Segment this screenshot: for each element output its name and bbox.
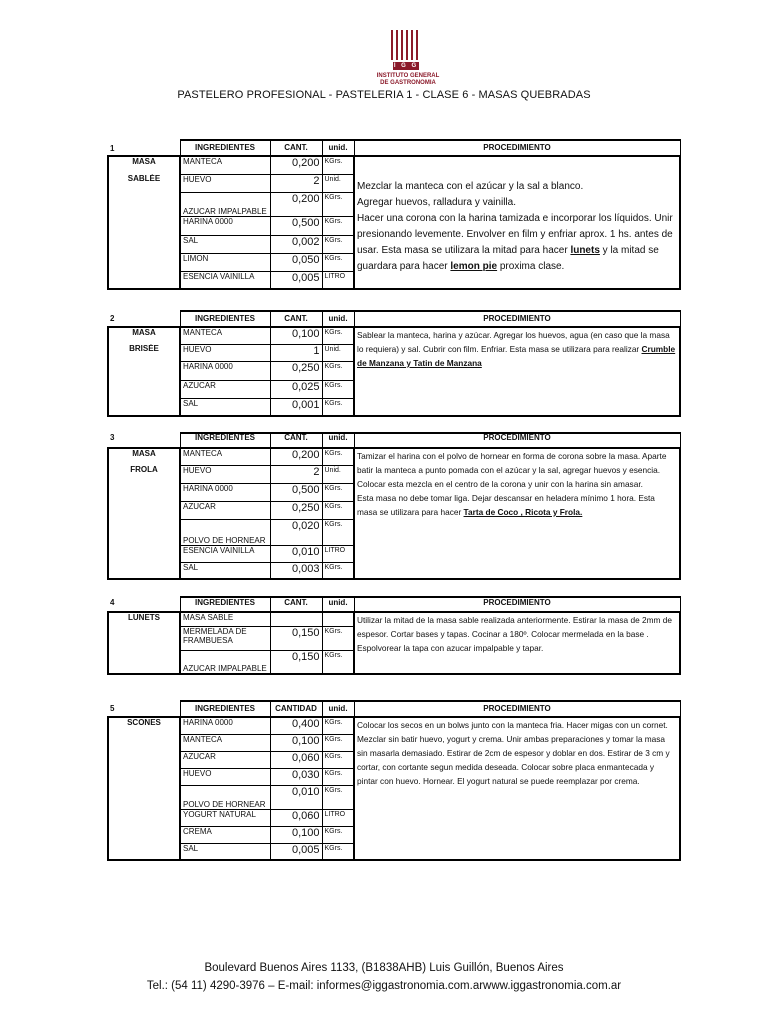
ingredient-name: AZUCAR — [180, 501, 270, 519]
ingredient-name: MASA SABLE — [180, 612, 270, 626]
qty-header: CANT. — [270, 597, 322, 612]
ingredient-name: SAL — [180, 235, 270, 253]
ingredient-unit: KGrs. — [322, 216, 354, 235]
ingredient-name: YOGURT NATURAL — [180, 809, 270, 826]
procedure-header: PROCEDIMIENTO — [354, 701, 680, 717]
qty-header: CANT. — [270, 433, 322, 448]
recipe-label-line1: SCONES — [108, 717, 180, 734]
logo-bars-icon — [391, 30, 419, 60]
ingredient-name: MANTECA — [180, 327, 270, 344]
lemon-pie-link-text: lemon pie — [450, 261, 498, 272]
qty-header: CANTIDAD — [270, 701, 322, 717]
ingredient-name: MANTECA — [180, 156, 270, 174]
ingredient-name: LIMON — [180, 253, 270, 271]
ingredient-unit: Unid. — [322, 344, 354, 361]
ingredient-qty: 0,020 — [270, 519, 322, 545]
ingredient-unit: KGrs. — [322, 235, 354, 253]
recipe-label-line2: SABLÉE — [108, 174, 180, 192]
procedure-text: Tamizar el harina con el polvo de hornear en forma de corona sobre la masa. Aparte batir la manteca a punto pomada con el azúcar y la sal, agregar huevos y esencia. Colocar esta mezcla en el centro de la corona y unir con la harina sin amasar. Esta masa no debe tomar liga. Dejar descansar en heladera mínimo 1 hora. Esta masa se utilizara para hacer Tarta de Coco , Ricota y Frola. — [354, 448, 680, 579]
logo-mark: I G G — [393, 63, 419, 69]
recipe-number: 3 — [110, 433, 115, 442]
ingredient-qty: 0,010 — [270, 785, 322, 809]
ingredient-name: HUEVO — [180, 768, 270, 785]
ingredient-unit: LITRO — [322, 545, 354, 562]
ingredient-name: HARINA 0000 — [180, 483, 270, 501]
procedure-header: PROCEDIMIENTO — [354, 433, 680, 448]
recipe-label-line1: MASA — [108, 448, 180, 465]
lunets-link-text: lunets — [570, 245, 600, 256]
ingredients-header: INGREDIENTES — [180, 701, 270, 717]
ingredient-name: ESENCIA VAINILLA — [180, 271, 270, 289]
ingredient-qty: 0,200 — [270, 156, 322, 174]
ingredient-name: POLVO DE HORNEAR — [180, 519, 270, 545]
procedure-header: PROCEDIMIENTO — [354, 311, 680, 327]
ingredient-unit: KGrs. — [322, 398, 354, 416]
ingredient-unit: KGrs. — [322, 751, 354, 768]
ingredient-qty: 0,100 — [270, 826, 322, 843]
ingredient-qty: 0,050 — [270, 253, 322, 271]
ingredient-unit: KGrs. — [322, 156, 354, 174]
ingredient-qty: 0,003 — [270, 562, 322, 579]
institute-logo — [363, 26, 453, 88]
ingredient-qty: 0,005 — [270, 843, 322, 860]
ingredient-unit: KGrs. — [322, 483, 354, 501]
ingredient-name: AZUCAR — [180, 751, 270, 768]
ingredient-qty: 0,025 — [270, 380, 322, 398]
ingredients-header: INGREDIENTES — [180, 433, 270, 448]
ingredient-unit: KGrs. — [322, 562, 354, 579]
ingredient-qty: 0,400 — [270, 717, 322, 734]
ingredients-header: INGREDIENTES — [180, 597, 270, 612]
recipe-table-scones — [107, 700, 681, 861]
recipe-label-line1: MASA — [108, 327, 180, 344]
recipe-label-line2: FROLA — [108, 465, 180, 483]
ingredient-qty: 0,250 — [270, 501, 322, 519]
recipe-number: 2 — [110, 314, 115, 323]
ingredient-unit: KGrs. — [322, 785, 354, 809]
ingredient-qty: 2 — [270, 465, 322, 483]
ingredient-qty: 0,060 — [270, 751, 322, 768]
procedure-text: Colocar los secos en un bolws junto con la manteca fria. Hacer migas con un cornet. Mezclar sin batir huevo, yogurt y crema. Unir ambas preparaciones y tomar la masa sin masarla demasiado. Estirar de 2cm de espesor y doblar en dos. Estirar de 3 cm y cortar, con cortante segun medida deseada. Colocar sobre placa enmantecada y pintar con huevo. Hornear. El yogurt natural se puede reemplazar por crema. — [354, 717, 680, 860]
recipe-label-line1: LUNETS — [108, 612, 180, 626]
ingredient-name: MANTECA — [180, 734, 270, 751]
ingredient-qty: 0,002 — [270, 235, 322, 253]
ingredient-unit: KGrs. — [322, 448, 354, 465]
ingredient-qty: 0,010 — [270, 545, 322, 562]
tarta-link-text: Tarta de Coco , Ricota y Frola. — [463, 507, 583, 517]
ingredient-unit: LITRO — [322, 271, 354, 289]
ingredient-name: MANTECA — [180, 448, 270, 465]
ingredient-qty: 0,005 — [270, 271, 322, 289]
ingredients-header: INGREDIENTES — [180, 140, 270, 156]
recipe-number: 5 — [110, 704, 115, 713]
ingredient-unit: KGrs. — [322, 519, 354, 545]
ingredient-unit: KGrs. — [322, 826, 354, 843]
logo-line-2: DE GASTRONOMIA — [380, 80, 436, 86]
recipe-number: 4 — [110, 598, 115, 607]
unit-header: unid. — [322, 597, 354, 612]
ingredient-unit: Unid. — [322, 465, 354, 483]
ingredient-unit: KGrs. — [322, 253, 354, 271]
logo-line-1: INSTITUTO GENERAL — [376, 73, 440, 79]
recipe-label-line1: MASA — [108, 156, 180, 174]
ingredient-qty — [270, 612, 322, 626]
ingredient-qty: 0,001 — [270, 398, 322, 416]
qty-header: CANT. — [270, 140, 322, 156]
unit-header: unid. — [322, 311, 354, 327]
unit-header: unid. — [322, 701, 354, 717]
ingredient-qty: 0,200 — [270, 192, 322, 216]
unit-header: unid. — [322, 140, 354, 156]
procedure-header: PROCEDIMIENTO — [354, 597, 680, 612]
ingredient-name: AZUCAR — [180, 380, 270, 398]
ingredient-name: HUEVO — [180, 465, 270, 483]
ingredient-qty: 0,060 — [270, 809, 322, 826]
ingredient-name: HUEVO — [180, 344, 270, 361]
ingredient-name: MERMELADA DE FRAMBUESA — [180, 626, 270, 650]
ingredients-header: INGREDIENTES — [180, 311, 270, 327]
ingredient-unit: KGrs. — [322, 768, 354, 785]
ingredient-qty: 0,500 — [270, 483, 322, 501]
ingredient-unit: KGrs. — [322, 626, 354, 650]
ingredient-qty: 0,030 — [270, 768, 322, 785]
ingredient-name: SAL — [180, 843, 270, 860]
ingredient-name: HUEVO — [180, 174, 270, 192]
ingredient-unit: KGrs. — [322, 501, 354, 519]
ingredient-unit: KGrs. — [322, 717, 354, 734]
crumble-link-text: Crumble de Manzana y Tatin de Manzana — [357, 344, 676, 368]
ingredient-name: SAL — [180, 562, 270, 579]
procedure-header: PROCEDIMIENTO — [354, 140, 680, 156]
ingredient-qty: 0,200 — [270, 448, 322, 465]
recipe-table-brisee — [107, 310, 681, 417]
ingredient-name: POLVO DE HORNEAR — [180, 785, 270, 809]
ingredient-qty: 0,250 — [270, 361, 322, 380]
ingredient-name: AZUCAR IMPALPABLE — [180, 650, 270, 674]
qty-header: CANT. — [270, 311, 322, 327]
ingredient-name: CREMA — [180, 826, 270, 843]
ingredient-unit: KGrs. — [322, 361, 354, 380]
ingredient-qty: 2 — [270, 174, 322, 192]
ingredient-name: ESENCIA VAINILLA — [180, 545, 270, 562]
ingredient-qty: 0,100 — [270, 734, 322, 751]
ingredient-unit: KGrs. — [322, 327, 354, 344]
ingredient-unit: Unid. — [322, 174, 354, 192]
ingredient-qty: 0,150 — [270, 650, 322, 674]
procedure-text: Utilizar la mitad de la masa sable realizada anteriormente. Estirar la masa de 2mm de espesor. Cortar bases y tapas. Cocinar a 180º. Colocar mermelada en la base . Espolvorear la tapa con azucar impalpable y tapar. — [354, 612, 680, 674]
ingredient-unit: KGrs. — [322, 192, 354, 216]
ingredient-unit — [322, 612, 354, 626]
ingredient-qty: 0,100 — [270, 327, 322, 344]
ingredient-unit: KGrs. — [322, 380, 354, 398]
recipe-table-frola — [107, 432, 681, 580]
ingredient-qty: 1 — [270, 344, 322, 361]
footer-address: Boulevard Buenos Aires 1133, (B1838AHB) Luis Guillón, Buenos Aires — [204, 962, 564, 974]
unit-header: unid. — [322, 433, 354, 448]
procedure-text: Sablear la manteca, harina y azúcar. Agregar los huevos, agua (en caso que la masa lo requiera) y sal. Cubrir con film. Enfriar. Esta masa se utilizara para realizar Crumble de Manzana y Tatin de Manzana — [354, 327, 680, 416]
recipe-number: 1 — [110, 144, 115, 153]
ingredient-unit: LITRO — [322, 809, 354, 826]
ingredient-name: HARINA 0000 — [180, 717, 270, 734]
ingredient-name: HARINA 0000 — [180, 216, 270, 235]
recipe-table-sablee — [107, 139, 681, 290]
ingredient-name: SAL — [180, 398, 270, 416]
ingredient-qty: 0,500 — [270, 216, 322, 235]
recipe-label-line2: BRISÉE — [108, 344, 180, 361]
ingredient-unit: KGrs. — [322, 734, 354, 751]
procedure-text: Mezclar la manteca con el azúcar y la sal a blanco. Agregar huevos, ralladura y vainilla. Hacer una corona con la harina tamizada e incorporar los líquidos. Unir presionando levemente. Envolver en film y enfriar aprox. 1 hs. antes de usar. Esta masa se utilizara la mitad para hacer lunets y la mitad se guardara para hacer lemon pie proxima clase. — [354, 156, 680, 289]
ingredient-name: HARINA 0000 — [180, 361, 270, 380]
page-title: PASTELERO PROFESIONAL - PASTELERIA 1 - CLASE 6 - MASAS QUEBRADAS — [177, 89, 591, 101]
ingredient-qty: 0,150 — [270, 626, 322, 650]
footer-contact: Tel.: (54 11) 4290-3976 – E-mail: informes@iggastronomia.com.arwww.iggastronomia.com.ar — [146, 980, 622, 992]
ingredient-unit: KGrs. — [322, 843, 354, 860]
ingredient-unit: KGrs. — [322, 650, 354, 674]
recipe-table-lunets — [107, 596, 681, 675]
ingredient-name: AZUCAR IMPALPABLE — [180, 192, 270, 216]
